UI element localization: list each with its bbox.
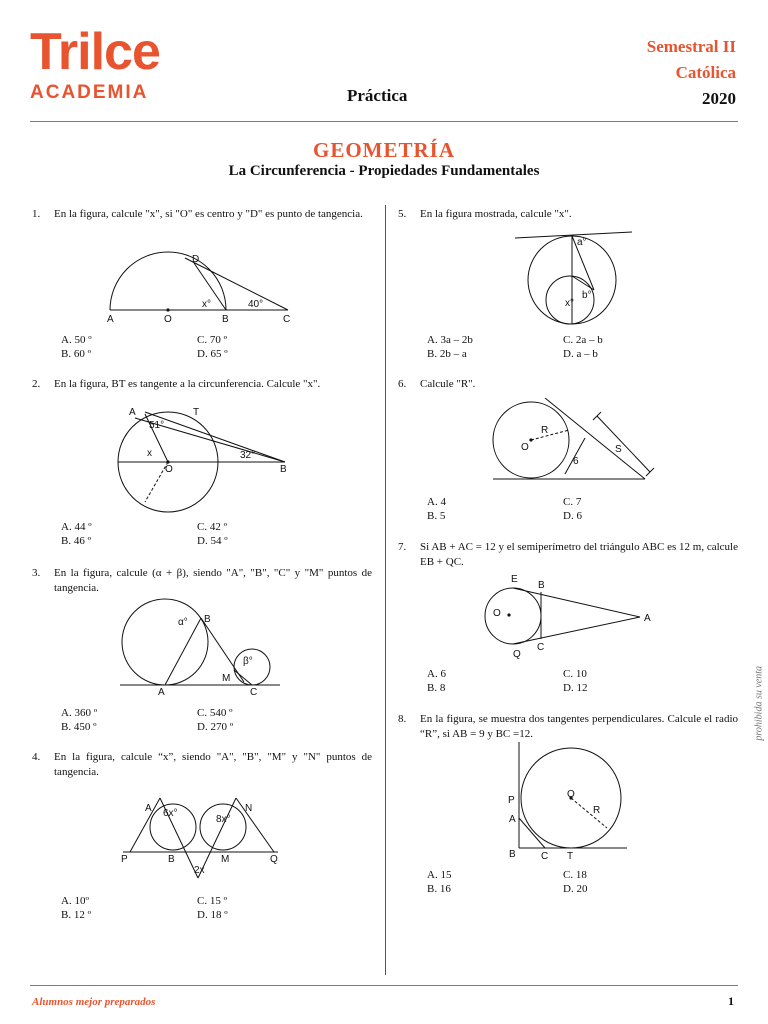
label-a: A (129, 407, 136, 418)
label-n: N (245, 803, 253, 814)
label-e: E (511, 574, 518, 585)
header-semester: Semestral II (646, 37, 736, 56)
option-c[interactable]: C. 2a – b (563, 334, 603, 346)
label-alpha: α° (178, 617, 188, 628)
option-a[interactable]: A. 15 (427, 869, 452, 881)
label-o: O (521, 442, 529, 453)
label-a: A (145, 803, 152, 814)
option-c[interactable]: C. 10 (563, 668, 587, 680)
page-subtitle: La Circunferencia - Propiedades Fundamentales (228, 163, 540, 179)
figure-q2 (105, 398, 305, 513)
label-b: B (538, 580, 545, 591)
label-6x: 6x° (163, 808, 178, 819)
label-2x: 2x (194, 865, 205, 876)
label-o: O (164, 314, 172, 325)
logo-subtitle: ACADEMIA (30, 82, 149, 103)
question-text: En la figura, BT es tangente a la circunferencia. Calcule "x". (54, 378, 321, 390)
option-b[interactable]: B. 8 (427, 682, 446, 694)
header-year: 2020 (702, 89, 736, 108)
label-q: Q (270, 854, 278, 865)
label-m: M (222, 673, 231, 684)
question-text: En la figura, calcule (α + β), siendo "A", "B", "C" y "M" puntos de tangencia. (54, 567, 372, 594)
label-o: O (567, 789, 575, 800)
option-b[interactable]: B. 2b – a (427, 348, 467, 360)
option-c[interactable]: C. 42 º (197, 521, 227, 533)
measure-s (597, 416, 650, 472)
label-b: b° (582, 290, 592, 301)
chord-ac (519, 818, 545, 848)
small-circle (234, 649, 270, 685)
question-text: Si AB + AC = 12 y el semiperímetro del triángulo ABC es 12 m, calcule EB + QC. (420, 541, 738, 568)
label-x: x° (202, 299, 211, 310)
brand-logo (30, 23, 160, 104)
label-b: B (509, 849, 516, 860)
header-info (647, 34, 736, 112)
label-b: B (204, 614, 211, 625)
center-point (166, 308, 169, 311)
figure-q1 (100, 250, 300, 325)
question-number: 1. (32, 208, 41, 220)
label-c: C (537, 642, 545, 653)
label-6: 6 (573, 456, 579, 467)
option-a[interactable]: A. 3a – 2b (427, 334, 473, 346)
label-d: D (192, 254, 200, 265)
label-x: x° (565, 298, 574, 309)
option-d[interactable]: D. 20 (563, 883, 588, 895)
logo-wordmark: Trilce (30, 23, 160, 81)
option-b[interactable]: B. 60 º (61, 348, 91, 360)
footer-rule (30, 985, 738, 986)
option-b[interactable]: B. 46 º (61, 535, 91, 547)
label-q: Q (513, 649, 521, 660)
label-p: P (121, 854, 128, 865)
figure-q3 (118, 600, 283, 698)
label-c: C (541, 851, 549, 862)
tangent-line (185, 258, 288, 310)
option-c[interactable]: C. 18 (563, 869, 587, 881)
question-text: En la figura, calcule "x", si "O" es centro y "D" es punto de tangencia. (54, 208, 363, 220)
option-d[interactable]: D. 18 º (197, 909, 228, 921)
question-text: En la figura, se muestra dos tangentes perpendiculares. Calcule el radio “R”, si AB = 9 y BC =12. (420, 713, 738, 740)
label-o: O (165, 464, 173, 475)
figure-q4 (118, 790, 288, 890)
figure-q8 (505, 740, 630, 865)
option-c[interactable]: C. 7 (563, 496, 582, 508)
label-a: A (158, 687, 165, 698)
question-number: 8. (398, 713, 407, 725)
figure-q7 (485, 572, 660, 662)
label-t: T (193, 407, 200, 418)
option-d[interactable]: D. 6 (563, 510, 582, 522)
option-a[interactable]: A. 44 º (61, 521, 92, 533)
option-a[interactable]: A. 360 º (61, 707, 98, 719)
option-d[interactable]: D. a – b (563, 348, 598, 360)
label-s: S (615, 444, 622, 455)
page-title: GEOMETRÍA (312, 138, 455, 162)
option-a[interactable]: A. 10º (61, 895, 89, 907)
label-c: C (250, 687, 258, 698)
lower-tangent (513, 617, 640, 644)
footer-slogan: Alumnos mejor preparados (32, 996, 156, 1008)
figure-q5 (510, 226, 635, 326)
label-beta: β° (243, 656, 253, 667)
page-number: 1 (728, 994, 734, 1008)
figure-q6 (485, 396, 665, 486)
label-32: 32° (240, 450, 256, 461)
option-b[interactable]: B. 16 (427, 883, 451, 895)
radius-dashed (531, 430, 569, 440)
option-d[interactable]: D. 65 º (197, 348, 228, 360)
label-m: M (221, 854, 230, 865)
option-c[interactable]: C. 15 º (197, 895, 227, 907)
question-number: 4. (32, 751, 41, 763)
option-d[interactable]: D. 270 º (197, 721, 234, 733)
center-point (529, 438, 532, 441)
tangent-line (545, 398, 645, 479)
option-a[interactable]: A. 4 (427, 496, 446, 508)
label-a: A (509, 814, 516, 825)
option-b[interactable]: B. 12 º (61, 909, 91, 921)
label-c: C (283, 314, 291, 325)
option-c[interactable]: C. 540 º (197, 707, 233, 719)
option-a[interactable]: A. 6 (427, 668, 446, 680)
center-point (507, 613, 510, 616)
label-40: 40° (248, 299, 264, 310)
label-r: R (593, 805, 601, 816)
question-number: 2. (32, 378, 41, 390)
label-p: P (508, 795, 515, 806)
right-circle (200, 804, 246, 850)
option-d[interactable]: D. 12 (563, 682, 588, 694)
top-tangent (515, 232, 632, 238)
question-text: En la figura, calcule “x”, siendo "A", "B", "M" y "N" puntos de tangencia. (54, 751, 372, 778)
label-t: T (567, 851, 574, 862)
question-number: 5. (398, 208, 407, 220)
option-b[interactable]: B. 450 º (61, 721, 97, 733)
question-text: Calcule "R". (420, 378, 476, 390)
label-b: B (222, 314, 229, 325)
radius-dashed (571, 798, 607, 828)
column-divider (385, 205, 386, 975)
header-university: Católica (675, 63, 736, 82)
question-number: 3. (32, 567, 41, 579)
line-ba (165, 618, 201, 685)
question-number: 7. (398, 541, 407, 553)
label-r: R (541, 425, 549, 436)
label-b: B (280, 464, 287, 475)
label-a: a° (577, 237, 587, 248)
option-d[interactable]: D. 54 º (197, 535, 228, 547)
option-c[interactable]: C. 70 º (197, 334, 227, 346)
question-number: 6. (398, 378, 407, 390)
label-o: O (493, 608, 501, 619)
option-b[interactable]: B. 5 (427, 510, 446, 522)
option-a[interactable]: A. 50 º (61, 334, 92, 346)
label-b: B (168, 854, 175, 865)
label-51: 51° (149, 420, 165, 431)
question-text: En la figura mostrada, calcule "x". (420, 208, 572, 220)
label-x: x (147, 448, 152, 459)
label-8x: 8x° (216, 814, 231, 825)
tangent-bt (145, 412, 285, 462)
upper-tangent (513, 588, 640, 617)
large-circle (122, 599, 208, 685)
header-rule (30, 121, 738, 122)
label-a: A (107, 314, 114, 325)
side-qn (236, 798, 274, 852)
label-a: A (644, 613, 651, 624)
side-note: prohibida su venta (754, 666, 765, 741)
header-practice-label: Práctica (347, 86, 408, 105)
